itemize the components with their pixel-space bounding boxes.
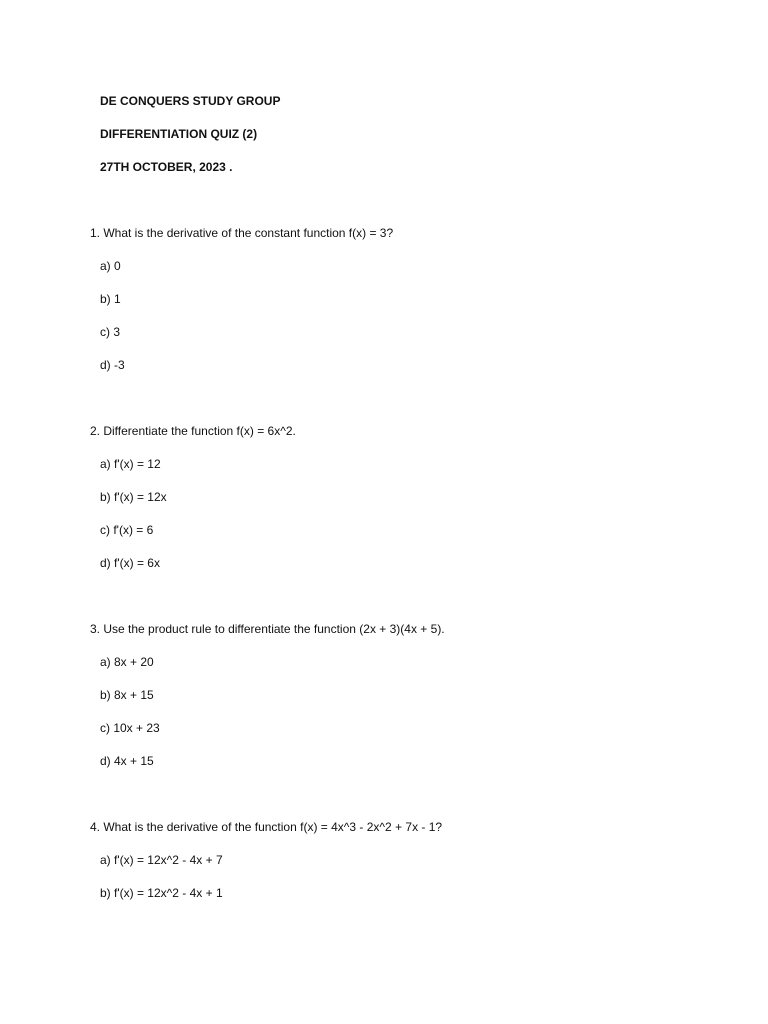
document-header [100, 93, 660, 192]
question-4 [90, 819, 710, 901]
question-2 [90, 423, 710, 571]
quiz-title: DIFFERENTIATION QUIZ (2) [100, 127, 258, 141]
question-text: 2. Differentiate the function f(x) = 6x^2. [90, 424, 296, 438]
question-text: 1. What is the derivative of the constant function f(x) = 3? [90, 226, 394, 240]
question-1 [90, 225, 710, 373]
question-3 [90, 621, 710, 769]
question-text: 4. What is the derivative of the function f(x) = 4x^3 - 2x^2 + 7x - 1? [90, 820, 443, 834]
answer-option-c: c) 10x + 23 [100, 721, 160, 735]
answer-option-c: c) 3 [100, 325, 121, 339]
answer-option-b: b) 1 [100, 292, 121, 306]
answer-option-a: a) 8x + 20 [100, 655, 154, 669]
answer-option-b: b) f'(x) = 12x^2 - 4x + 1 [100, 886, 223, 900]
question-text: 3. Use the product rule to differentiate the function (2x + 3)(4x + 5). [90, 622, 445, 636]
answer-option-a: a) f'(x) = 12 [100, 457, 161, 471]
answer-option-b: b) f'(x) = 12x [100, 490, 167, 504]
answer-option-d: d) 4x + 15 [100, 754, 154, 768]
quiz-date: 27TH OCTOBER, 2023 . [100, 160, 233, 174]
question-list [90, 225, 710, 951]
study-group-name: DE CONQUERS STUDY GROUP [100, 94, 281, 108]
answer-option-b: b) 8x + 15 [100, 688, 154, 702]
answer-option-a: a) 0 [100, 259, 121, 273]
answer-option-c: c) f'(x) = 6 [100, 523, 154, 537]
answer-option-d: d) -3 [100, 358, 125, 372]
answer-option-d: d) f'(x) = 6x [100, 556, 160, 570]
answer-option-a: a) f'(x) = 12x^2 - 4x + 7 [100, 853, 223, 867]
